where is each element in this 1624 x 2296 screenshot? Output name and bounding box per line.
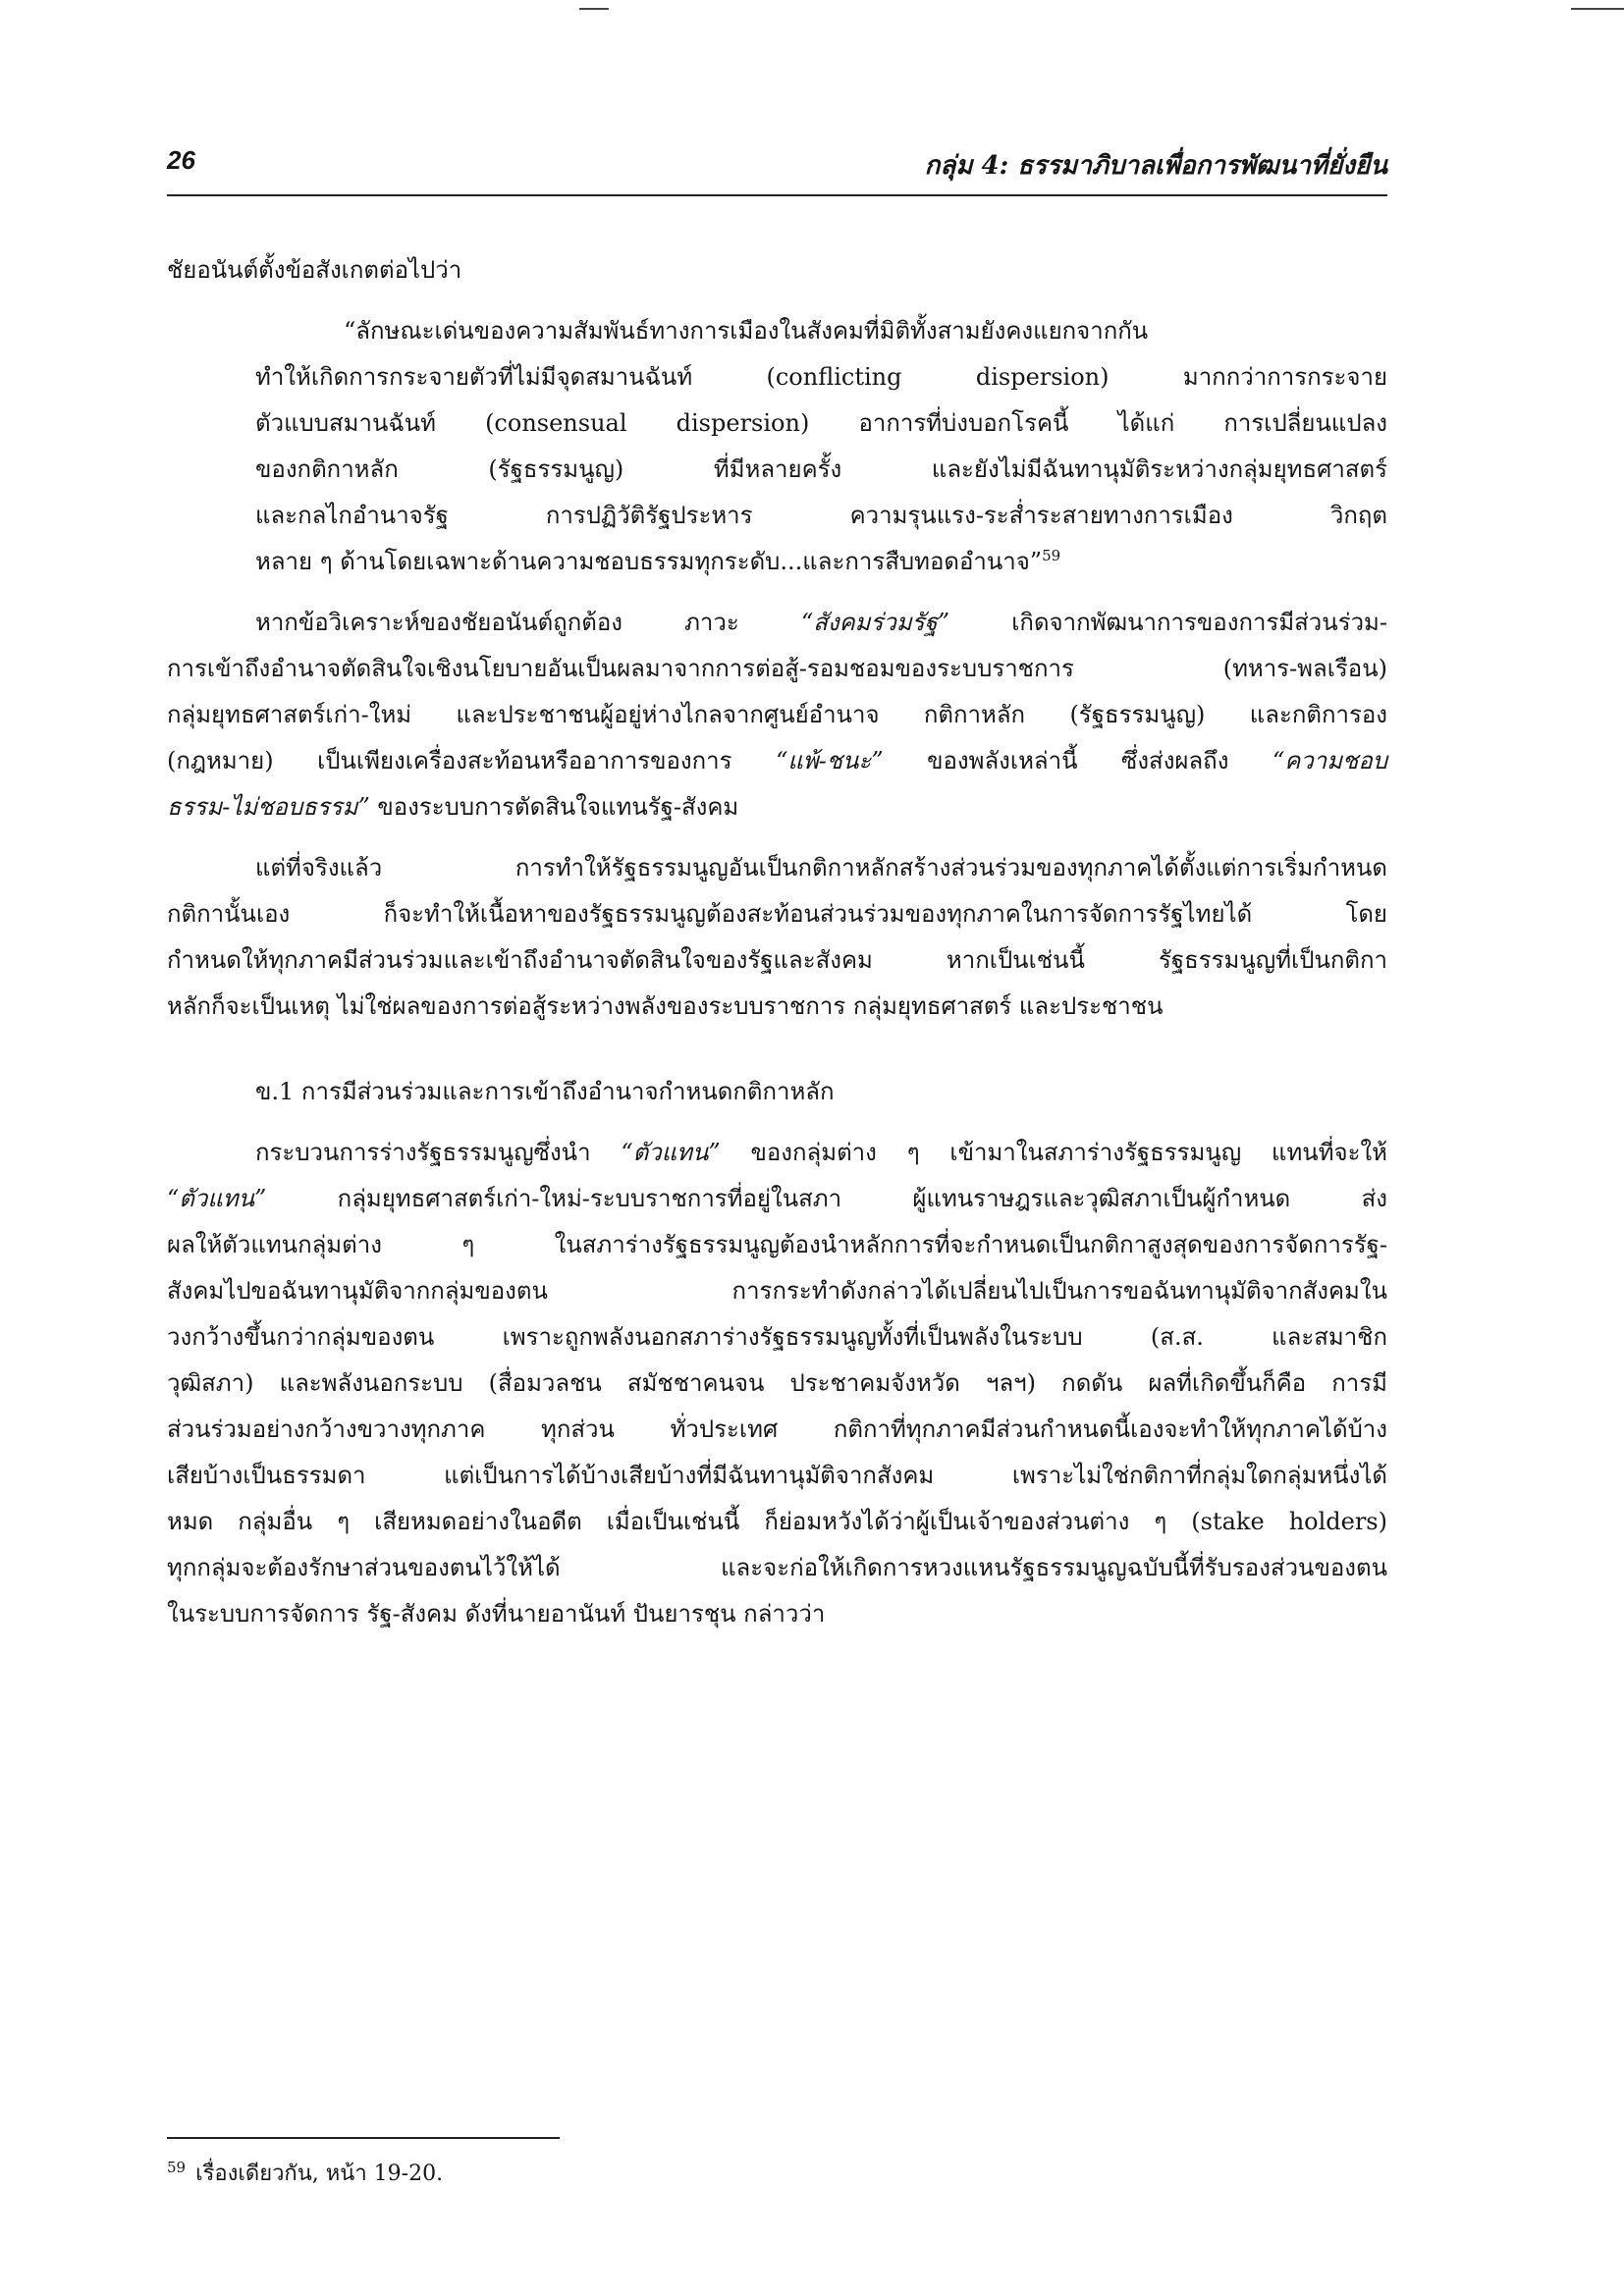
- para1-line: [167, 738, 1387, 784]
- para2-line: หลักก็จะเป็นเหตุ ไม่ใช่ผลของการต่อสู้ระหว่างพลังของระบบราชการ กลุ่มยุทธศาสตร์ และประชาชน: [167, 992, 1164, 1020]
- footnote-rule: [167, 2137, 560, 2139]
- para3-line: หมด กลุ่มอื่น ๆ เสียหมดอย่างในอดีต เมื่อเป็นเช่นนี้ ก็ย่อมหวังได้ว่าผู้เป็นเจ้าของส่วนต่าง ๆ (stake holders): [167, 1508, 1387, 1535]
- block-quote: [167, 308, 1387, 585]
- text-run: (กฎหมาย) เป็นเพียงเครื่องสะท้อนหรืออาการของการ: [167, 747, 777, 774]
- scan-mark: [1571, 8, 1624, 10]
- text-run: ของพลังเหล่านี้ ซึ่งส่งผลถึง: [883, 747, 1272, 774]
- text-run: กระบวนการร่างรัฐธรรมนูญซึ่งนำ: [255, 1139, 622, 1166]
- para2-line: กำหนดให้ทุกภาคมีส่วนร่วมและเข้าถึงอำนาจตัดสินใจของรัฐและสังคม หากเป็นเช่นนี้ รัฐธรรมนูญที่เป็นกติกา: [167, 946, 1387, 974]
- para2-line: แต่ที่จริงแล้ว การทำให้รัฐธรรมนูญอันเป็นกติกาหลักสร้างส่วนร่วมของทุกภาคได้ตั้งแต่การเริ่มกำหนด: [255, 854, 1387, 881]
- footnote-number: 59: [167, 2158, 187, 2176]
- intro-line: ชัยอนันต์ตั้งข้อสังเกตต่อไปว่า: [167, 256, 462, 284]
- running-head: กลุ่ม 4: ธรรมาภิบาลเพื่อการพัฒนาที่ยั่งยืน: [924, 151, 1387, 181]
- quote-line-last: [255, 539, 1387, 585]
- header-rule: [167, 194, 1387, 196]
- italic-term: “สังคมร่วมรัฐ”: [800, 609, 950, 636]
- text-run: เกิดจากพัฒนาการของการมีส่วนร่วม-: [949, 609, 1387, 636]
- para3-line: วุฒิสภา) และพลังนอกระบบ (สื่อมวลชน สมัชชาคนจน ประชาคมจังหวัด ฯลฯ) กดดัน ผลที่เกิดขึ้นก็คือ การมี: [167, 1369, 1387, 1397]
- para3-line: ส่วนร่วมอย่างกว้างขวางทุกภาค ทุกส่วน ทั่วประเทศ กติกาที่ทุกภาคมีส่วนกำหนดนี้เองจะทำให้ทุกภาคได้บ้าง: [167, 1415, 1387, 1443]
- footnote-text: เรื่องเดียวกัน, หน้า 19-20.: [195, 2162, 444, 2186]
- text-run: หากข้อวิเคราะห์ของชัยอนันต์ถูกต้อง ภาวะ: [255, 609, 801, 636]
- para3-line: ทุกกลุ่มจะต้องรักษาส่วนของตนไว้ให้ได้ และจะก่อให้เกิดการหวงแหนรัฐธรรมนูญฉบับนี้ที่รับรองส่วนของตน: [167, 1554, 1387, 1581]
- section-heading: ข.1 การมีส่วนร่วมและการเข้าถึงอำนาจกำหนดกติกาหลัก: [255, 1078, 835, 1105]
- footnote-ref: 59: [1042, 547, 1061, 564]
- para1-line: การเข้าถึงอำนาจตัดสินใจเชิงนโยบายอันเป็นผลมาจากการต่อสู้-รอมชอมของระบบราชการ (ทหาร-พลเรือน): [167, 655, 1387, 682]
- italic-term: “ตัวแทน”: [621, 1139, 721, 1166]
- text-run: ของระบบการตัดสินใจแทนรัฐ-สังคม: [369, 793, 739, 821]
- para1-line: กลุ่มยุทธศาสตร์เก่า-ใหม่ และประชาชนผู้อยู่ห่างไกลจากศูนย์อำนาจ กติกาหลัก (รัฐธรรมนูญ) และกติการอง: [167, 701, 1387, 728]
- quote-line: ของกติกาหลัก (รัฐธรรมนูญ) ที่มีหลายครั้ง และยังไม่มีฉันทานุมัติระหว่างกลุ่มยุทธศาสตร์: [255, 455, 1387, 483]
- text-run: กลุ่มยุทธศาสตร์เก่า-ใหม่-ระบบราชการที่อยู่ในสภา ผู้แทนราษฎรและวุฒิสภาเป็นผู้กำหนด ส่ง: [266, 1185, 1387, 1212]
- para3-line: ในระบบการจัดการ รัฐ-สังคม ดังที่นายอานันท์ ปันยารชุน กล่าวว่า: [167, 1600, 826, 1628]
- para3-line: [167, 1130, 1387, 1176]
- footnote: [167, 2156, 443, 2190]
- body-text: [167, 247, 1387, 1637]
- para3-line: วงกว้างขึ้นกว่ากลุ่มของตน เพราะถูกพลังนอกสภาร่างรัฐธรรมนูญทั้งที่เป็นพลังในระบบ (ส.ส. และสมาชิก: [167, 1323, 1387, 1351]
- quote-line: และกลไกอำนาจรัฐ การปฏิวัติรัฐประหาร ความรุนแรง-ระส่ำระสายทางการเมือง วิกฤต: [255, 502, 1387, 529]
- para2-line: กติกานั้นเอง ก็จะทำให้เนื้อหาของรัฐธรรมนูญต้องสะท้อนส่วนร่วมของทุกภาคในการจัดการรัฐไทยได้ โดย: [167, 900, 1387, 928]
- paragraph-2: [167, 845, 1387, 1030]
- para3-line: เสียบ้างเป็นธรรมดา แต่เป็นการได้บ้างเสียบ้างที่มีฉันทานุมัติจากสังคม เพราะไม่ใช่กติกาที่กลุ่มใดกลุ่มหนึ่งได้: [167, 1462, 1387, 1489]
- scan-mark: [579, 8, 609, 10]
- para3-line: สังคมไปขอฉันทานุมัติจากกลุ่มของตน การกระทำดังกล่าวได้เปลี่ยนไปเป็นการขอฉันทานุมัติจากสังคมใน: [167, 1277, 1387, 1305]
- para1-line: [167, 784, 1387, 830]
- paragraph-3: [167, 1130, 1387, 1637]
- quote-line: ทำให้เกิดการกระจายตัวที่ไม่มีจุดสมานฉันท์ (conflicting dispersion) มากกว่าการกระจาย: [255, 363, 1387, 391]
- para3-line: ผลให้ตัวแทนกลุ่มต่าง ๆ ในสภาร่างรัฐธรรมนูญต้องนำหลักการที่จะกำหนดเป็นกติกาสูงสุดของการจัดการรัฐ-: [167, 1231, 1387, 1258]
- page-header: [167, 145, 1387, 194]
- page-number: 26: [167, 145, 195, 175]
- text-run: ของกลุ่มต่าง ๆ เข้ามาในสภาร่างรัฐธรรมนูญ แทนที่จะให้: [720, 1139, 1388, 1166]
- quote-line-text: หลาย ๆ ด้านโดยเฉพาะด้านความชอบธรรมทุกระดับ...และการสืบทอดอำนาจ”: [255, 548, 1043, 575]
- para3-line: [167, 1176, 1387, 1222]
- quote-line: ตัวแบบสมานฉันท์ (consensual dispersion) อาการที่บ่งบอกโรคนี้ ได้แก่ การเปลี่ยนแปลง: [255, 409, 1387, 437]
- italic-term: “ตัวแทน”: [167, 1185, 267, 1212]
- italic-term: ธรรม-ไม่ชอบธรรม”: [167, 793, 370, 821]
- italic-term: “ความชอบ: [1272, 747, 1387, 774]
- quote-line: “ลักษณะเด่นของความสัมพันธ์ทางการเมืองในสังคมที่มิติทั้งสามยังคงแยกจากกัน: [344, 317, 1149, 345]
- italic-term: “แพ้-ชนะ”: [776, 747, 884, 774]
- para1-line: [167, 600, 1387, 646]
- paragraph-1: [167, 600, 1387, 830]
